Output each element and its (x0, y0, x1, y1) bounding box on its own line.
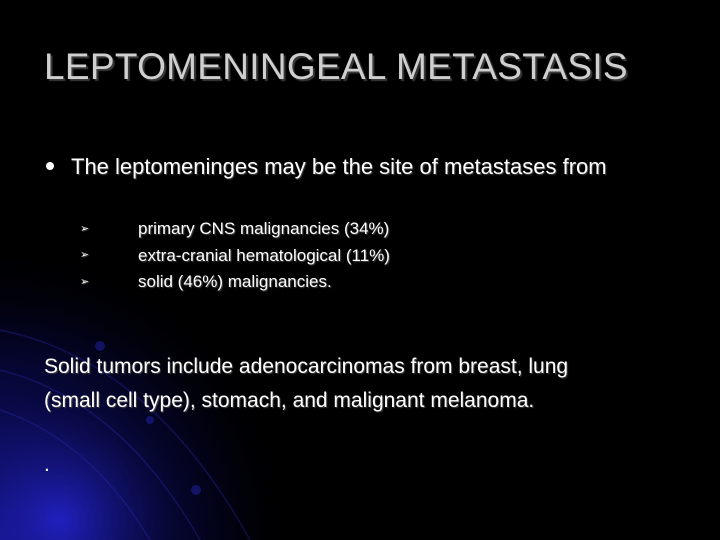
main-bullet (46, 154, 607, 180)
sub-bullet-item (80, 216, 390, 243)
arrow-bullet-icon: ➢ (80, 249, 90, 262)
sub-bullet-item (80, 269, 390, 296)
slide-title: LEPTOMENINGEAL METASTASIS (44, 46, 628, 87)
paragraph-line: (small cell type), stomach, and malignant melanoma. (44, 389, 535, 412)
main-bullet-text: The leptomeninges may be the site of metastases from (71, 154, 607, 179)
arrow-bullet-icon: ➢ (80, 222, 90, 235)
sub-bullet-list (80, 216, 390, 296)
sub-bullet-text: solid (46%) malignancies. (138, 272, 332, 292)
sub-bullet-text: extra-cranial hematological (11%) (138, 245, 390, 265)
bullet-dot-icon (46, 162, 54, 170)
sub-bullet-text: primary CNS malignancies (34%) (138, 219, 390, 238)
body-paragraph (44, 350, 568, 418)
trailing-text: . (44, 453, 50, 476)
paragraph-line: Solid tumors include adenocarcinomas from breast, lung (44, 355, 569, 378)
sub-bullet-item (80, 243, 390, 270)
arrow-bullet-icon: ➢ (80, 275, 90, 288)
